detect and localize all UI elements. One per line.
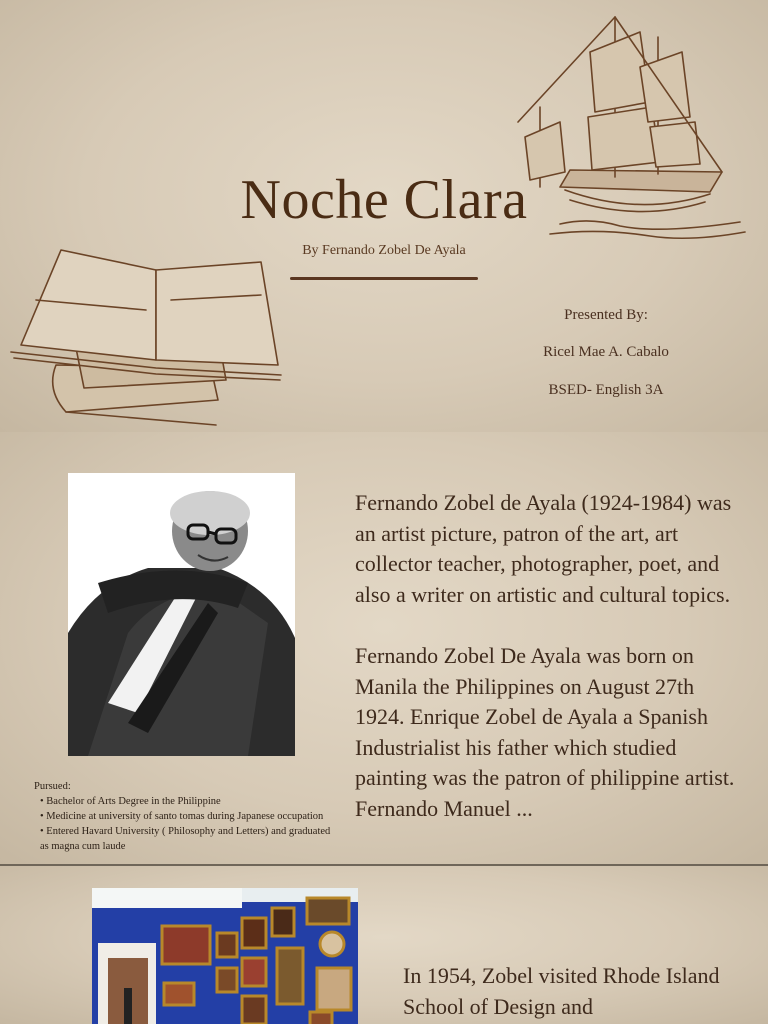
bio-paragraph: Fernando Zobel de Ayala (1924-1984) was an artist picture, patron of the art, art collector teacher, photographer, poet, and also a writer on artistic and cultural topics. [355,490,732,607]
biography-text [355,488,745,855]
list-item: • Medicine at university of santo tomas during Japanese occupation [40,811,324,822]
portrait-image [68,473,295,756]
stacked-books-illustration [6,240,286,432]
title-divider [290,277,478,280]
presented-by-label: Presented By: [564,307,648,323]
biography-slide [0,432,768,864]
presenter-section: BSED- English 3A [548,382,664,398]
bio-paragraph: Fernando Zobel De Ayala was born on Manila the Philippines on August 27th 1924. Enrique Zobel de Ayala a Spanish Industrialist his father which studied painting was the patron of philippine artist. Fernando Manuel ... [355,643,735,821]
rhode-island-caption: In 1954, Zobel visited Rhode Island School of Design and [403,963,720,1019]
title-slide [0,0,768,432]
list-item: • Entered Havard University ( Philosophy and Letters) and graduated as magna cum laude [40,826,331,852]
rhode-island-slide [0,866,768,1024]
portrait-photo [68,473,295,756]
presentation-title: Noche Clara [240,169,528,231]
presenter-name: Ricel Mae A. Cabalo [543,344,669,360]
gallery-photo [92,888,358,1024]
pursued-heading: Pursued: [34,781,71,792]
pursued-list [34,779,334,854]
gallery-image [92,888,358,1024]
presentation-subtitle: By Fernando Zobel De Ayala [302,243,466,258]
list-item: • Bachelor of Arts Degree in the Philippine [40,796,221,807]
